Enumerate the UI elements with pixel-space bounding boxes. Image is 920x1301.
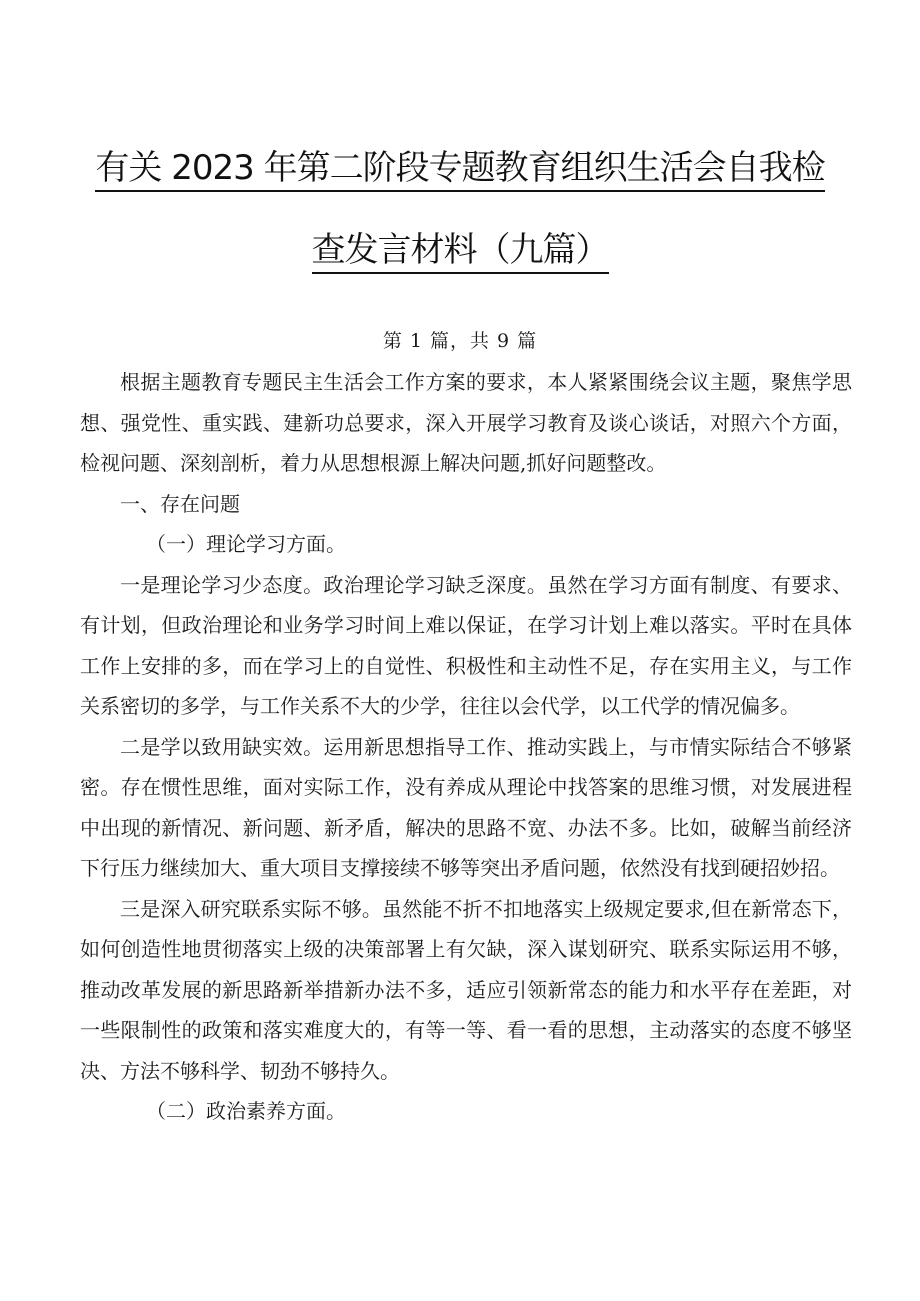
intro-paragraph: 根据主题教育专题民主生活会工作方案的要求，本人紧紧围绕会议主题，聚焦学思想、强党性、重实践、建新功总要求，深入开展学习教育及谈心谈话，对照六个方面，检视问题、深刻剖析，着力从思想根源上解决问题,抓好问题整改。 bbox=[80, 370, 852, 475]
title-text-1: 有关 2023 年第二阶段专题教育组织生活会自我检 bbox=[95, 148, 824, 192]
document-title-line-1 bbox=[60, 140, 860, 189]
subsection-heading: （一）理论学习方面。 bbox=[146, 532, 346, 556]
title-text-2: 查发言材料（九篇） bbox=[312, 230, 609, 274]
section-heading: 一、存在问题 bbox=[120, 491, 240, 516]
subsection-heading: （二）政治素养方面。 bbox=[146, 1099, 346, 1123]
document-title-line-2 bbox=[60, 222, 860, 271]
body-paragraph: 三是深入研究联系实际不够。虽然能不折不扣地落实上级规定要求,但在新常态下，如何创造性地贯彻落实上级的决策部署上有欠缺，深入谋划研究、联系实际运用不够，推动改革发展的新思路新举措新办法不多，适应引领新常态的能力和水平存在差距，对一些限制性的政策和落实难度大的，有等一等、看一看的思想，主动落实的态度不够坚决、方法不够科学、韧劲不够持久。 bbox=[80, 896, 852, 1083]
body-paragraph: 二是学以致用缺实效。运用新思想指导工作、推动实践上，与市情实际结合不够紧密。存在惯性思维，面对实际工作，没有养成从理论中找答案的思维习惯，对发展进程中出现的新情况、新问题、新矛盾，解决的思路不宽、办法不多。比如，破解当前经济下行压力继续加大、重大项目支撑接续不够等突出矛盾问题，依然没有找到硬招妙招。 bbox=[80, 734, 852, 880]
part-indicator: 第 1 篇，共 9 篇 bbox=[382, 330, 538, 352]
body-paragraph: 一是理论学习少态度。政治理论学习缺乏深度。虽然在学习方面有制度、有要求、有计划，但政治理论和业务学习时间上难以保证，在学习计划上难以落实。平时在具体工作上安排的多，而在学习上的自觉性、积极性和主动性不足，存在实用主义，与工作关系密切的多学，与工作关系不大的少学，往往以会代学，以工代学的情况偏多。 bbox=[80, 572, 852, 718]
document-body bbox=[80, 362, 852, 1132]
